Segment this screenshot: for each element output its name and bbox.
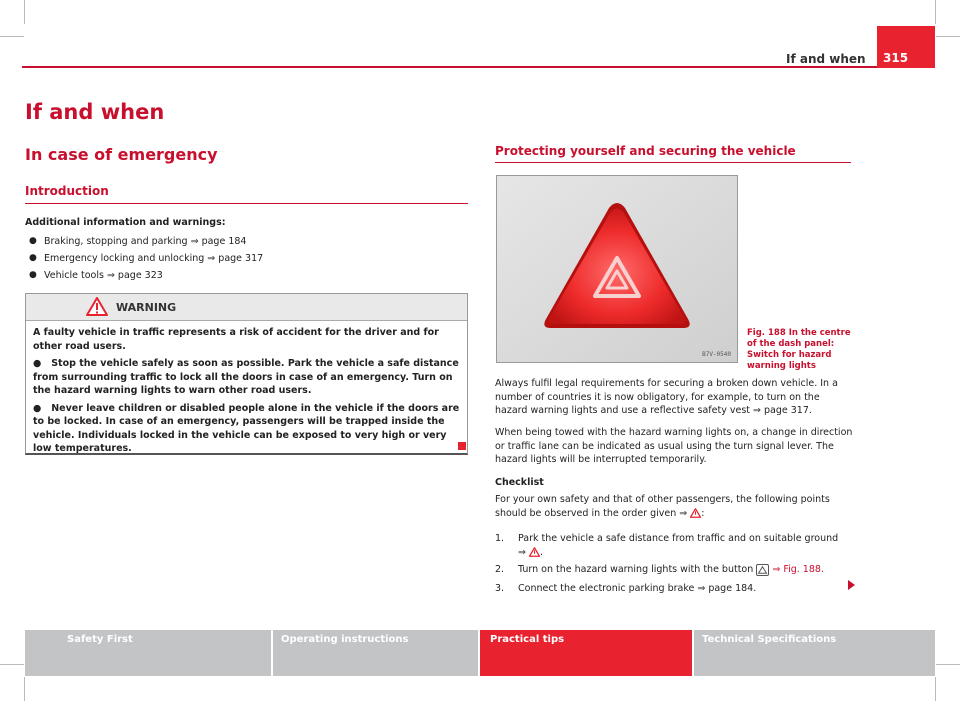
crop-mark bbox=[0, 664, 24, 665]
checklist-intro-text: For your own safety and that of other passengers, the following points should be observed in the order given ⇒ bbox=[495, 494, 830, 519]
info-link-vehicle-tools[interactable]: Vehicle tools ⇒ page 323 bbox=[44, 270, 163, 281]
crop-mark bbox=[24, 677, 25, 701]
warning-point: Never leave children or disabled people alone in the vehicle if the doors are to be locked. In case of an emergency, passengers will be trapped inside the vehicle. Individuals locked in the vehicle can be exposed to very high or very low temperatures. bbox=[33, 402, 460, 454]
bullet-dot: ● bbox=[29, 270, 37, 280]
section-end-marker bbox=[458, 442, 466, 450]
footer-tab-technical-specifications[interactable]: Technical Specifications bbox=[694, 630, 935, 676]
info-heading: Additional information and warnings: bbox=[25, 217, 226, 228]
crop-mark bbox=[935, 677, 936, 701]
header-rule bbox=[22, 66, 935, 68]
chapter-title: If and when bbox=[25, 100, 165, 124]
warning-header bbox=[26, 294, 467, 321]
warning-triangle-icon bbox=[690, 508, 701, 518]
step-number: 2. bbox=[495, 564, 505, 575]
checklist-heading: Checklist bbox=[495, 477, 544, 488]
protect-section-title: Protecting yourself and securing the vehicle bbox=[495, 144, 796, 158]
crop-mark bbox=[0, 36, 24, 37]
crop-mark bbox=[935, 0, 936, 24]
protect-section-rule bbox=[495, 162, 851, 163]
step-number: 3. bbox=[495, 583, 505, 594]
step-2-text: Turn on the hazard warning lights with the button bbox=[518, 564, 754, 575]
warning-box bbox=[25, 293, 468, 455]
step-number: 1. bbox=[495, 533, 505, 544]
hazard-button-icon bbox=[756, 564, 769, 576]
footer-tab-safety-first[interactable]: Safety First bbox=[25, 630, 271, 676]
checklist-intro: For your own safety and that of other passengers, the following points should be observed in the order given ⇒ : bbox=[495, 494, 830, 519]
hazard-warning-button-image bbox=[497, 176, 737, 362]
paragraph-towing: When being towed with the hazard warning lights on, a change in direction or traffic lane can be indicated as usual using the turn signal lever. The hazard lights will be interrupted temporarily. bbox=[495, 427, 853, 465]
bullet-dot: ● bbox=[29, 253, 37, 263]
paragraph-legal: Always fulfil legal requirements for securing a broken down vehicle. In a number of countries it is now obligatory, for example, to turn on the hazard warning lights and use a reflective safety vest ⇒ page 317. bbox=[495, 378, 838, 416]
section-title: In case of emergency bbox=[25, 145, 218, 164]
figure-caption: Fig. 188 In the centre of the dash panel: Switch for hazard warning lights bbox=[747, 328, 851, 371]
step-text: Park the vehicle a safe distance from traffic and on suitable ground ⇒ . bbox=[518, 533, 839, 558]
info-link-emergency-locking[interactable]: Emergency locking and unlocking ⇒ page 317 bbox=[44, 253, 264, 264]
crop-mark bbox=[936, 36, 960, 37]
warning-triangle-icon bbox=[86, 297, 108, 316]
warning-triangle-icon bbox=[529, 547, 540, 557]
footer-tab-practical-tips[interactable]: Practical tips bbox=[480, 630, 692, 676]
bullet-dot: ● bbox=[33, 358, 52, 369]
step-text bbox=[518, 563, 848, 577]
warning-point: Stop the vehicle safely as soon as possible. Park the vehicle a safe distance from surrounding traffic to lock all the doors in case of an emergency. Turn on the hazard warning lights to warn other road users. bbox=[33, 358, 459, 396]
warning-title: WARNING bbox=[116, 301, 177, 314]
figure-code: B7V-0540 bbox=[702, 351, 731, 358]
footer-tab-operating-instructions[interactable]: Operating instructions bbox=[273, 630, 478, 676]
step-1-ref-arrow: ⇒ bbox=[518, 546, 526, 558]
running-header-title: If and when bbox=[786, 52, 866, 66]
warning-intro: A faulty vehicle in traffic represents a risk of accident for the driver and for other road users. bbox=[33, 327, 439, 352]
bullet-dot: ● bbox=[29, 236, 37, 246]
step-3-text[interactable]: Connect the electronic parking brake ⇒ page 184. bbox=[518, 583, 757, 594]
warning-body bbox=[33, 326, 461, 460]
subsection-rule bbox=[25, 203, 468, 204]
continue-arrow-icon bbox=[848, 580, 855, 590]
crop-mark bbox=[24, 0, 25, 24]
info-link-braking[interactable]: Braking, stopping and parking ⇒ page 184 bbox=[44, 236, 247, 247]
figure-reference-link[interactable]: ⇒ Fig. 188. bbox=[772, 564, 824, 575]
page-number: 315 bbox=[877, 26, 935, 68]
hazard-switch-figure bbox=[496, 175, 738, 363]
crop-mark bbox=[936, 664, 960, 665]
bullet-dot: ● bbox=[33, 402, 52, 414]
subsection-title: Introduction bbox=[25, 184, 109, 198]
step-1-text: Park the vehicle a safe distance from traffic and on suitable ground bbox=[518, 533, 839, 544]
